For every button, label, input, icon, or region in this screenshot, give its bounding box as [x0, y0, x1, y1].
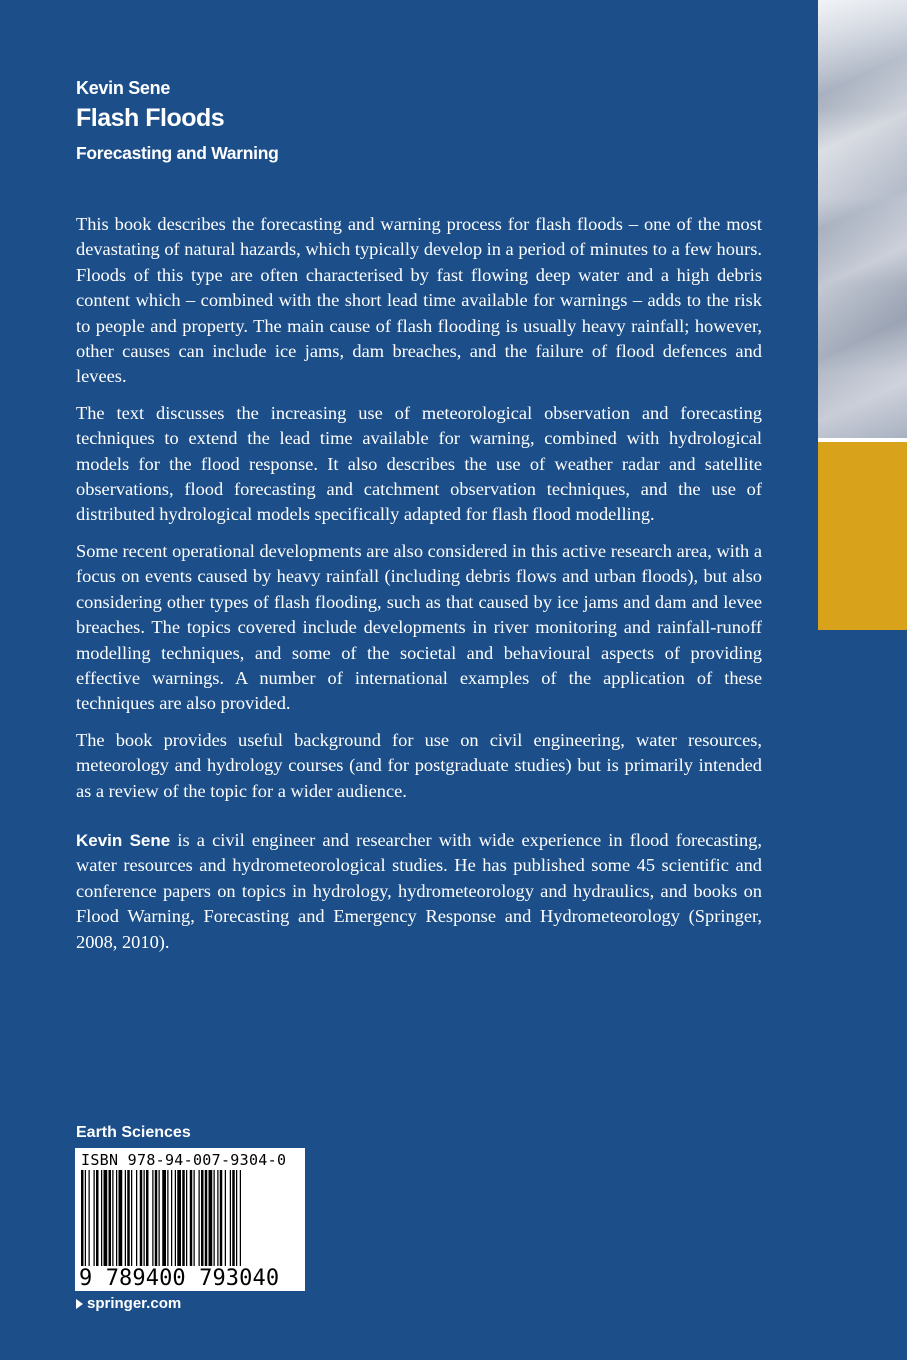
- barcode-bar: [199, 1170, 200, 1266]
- barcode-bar: [209, 1170, 213, 1266]
- barcode-bar: [144, 1170, 145, 1266]
- barcode-bar: [112, 1170, 113, 1266]
- barcode-bar: [171, 1170, 172, 1266]
- barcode-bar: [214, 1170, 215, 1266]
- barcode-bar: [230, 1170, 231, 1266]
- barcode-icon: [81, 1170, 299, 1266]
- barcode-bar: [177, 1170, 181, 1266]
- isbn-label: ISBN 978-94-007-9304-0: [81, 1151, 287, 1169]
- barcode-bar: [159, 1170, 160, 1266]
- barcode-bar: [94, 1170, 95, 1266]
- author-bio: [76, 828, 762, 955]
- isbn-barcode: [75, 1148, 305, 1291]
- bio-text: is a civil engineer and researcher with wide experience in flood forecasting, water resources and hydrometeorological studies. He has published some 45 scientific and conference papers on topics in hydrology, hydrometeorology and hydraulics, and books on Flood Warning, Forecasting and Emergency Response and Hydrometeorology (Springer, 2008, 2010).: [76, 829, 762, 952]
- barcode-bar: [232, 1170, 235, 1266]
- spine-strip: [818, 0, 907, 1360]
- barcode-bar: [96, 1170, 99, 1266]
- barcode-bar: [182, 1170, 185, 1266]
- barcode-bar: [89, 1170, 90, 1266]
- book-title: Flash Floods: [76, 104, 225, 132]
- barcode-bar: [119, 1170, 123, 1266]
- barcode-bar: [194, 1170, 195, 1266]
- barcode-bar: [81, 1170, 84, 1266]
- blurb-paragraph: This book describes the forecasting and warning process for flash floods – one of the most devastating of natural hazards, which typically develop in a period of minutes to a few hours. Floods of this type are often characterised by fast flowing deep water and a high debris content which – combined with the short lead time available for warnings – adds to the risk to people and property. The main cause of flash flooding is usually heavy rainfall; however, other causes can include ice jams, dam breaches, and the failure of flood defences and levees.: [76, 214, 762, 387]
- barcode-bar: [116, 1170, 117, 1266]
- barcode-bar: [101, 1170, 102, 1266]
- barcode-bar: [155, 1170, 158, 1266]
- barcode-bar: [162, 1170, 166, 1266]
- barcode-bar: [140, 1170, 143, 1266]
- barcode-bar: [225, 1170, 226, 1266]
- water-photo-strip: [818, 0, 907, 438]
- barcode-bar: [205, 1170, 208, 1266]
- barcode-bar: [220, 1170, 223, 1266]
- barcode-digits: 9 789400 793040: [79, 1266, 280, 1291]
- subject-category: Earth Sciences: [76, 1124, 191, 1141]
- barcode-bar: [131, 1170, 132, 1266]
- blurb-paragraph: The text discusses the increasing use of meteorological observation and forecasting techniques to extend the lead time available for warning, combined with hydrological models for the flood response. It also describes the use of weather radar and satellite observations, flood forecasting and catchment observation techniques, and the use of distributed hydrological models specifically adapted for flash flood modelling.: [76, 402, 762, 525]
- blurb-paragraph: Some recent operational developments are also considered in this active research area, with a focus on events caused by heavy rainfall (including debris flows and urban floods), but also considering other types of flash flooding, such as that caused by ice jams and dam and levee breaches. The topics covered include developments in river monitoring and rainfall-runoff modelling techniques, and some of the societal and behavioural aspects of providing effective warnings. A number of international examples of the application of these techniques are also provided.: [76, 540, 762, 714]
- blurb-text: [76, 212, 762, 966]
- book-subtitle: Forecasting and Warning: [76, 143, 279, 163]
- barcode-bar: [85, 1170, 86, 1266]
- accent-color-block: [818, 442, 907, 630]
- barcode-bar: [240, 1170, 241, 1266]
- barcode-bar: [136, 1170, 137, 1266]
- blurb-paragraph: The book provides useful background for use on civil engineering, water resources, meteorology and hydrology courses (and for postgraduate studies) but is primarily intended as a review of the topic for a wider audience.: [76, 729, 762, 801]
- barcode-bar: [175, 1170, 176, 1266]
- barcode-bar: [217, 1170, 218, 1266]
- publisher-website[interactable]: [76, 1295, 181, 1312]
- barcode-bar: [109, 1170, 112, 1266]
- barcode-bar: [190, 1170, 193, 1266]
- barcode-bar: [104, 1170, 108, 1266]
- bio-author-name: Kevin Sene: [76, 830, 171, 850]
- barcode-bar: [152, 1170, 153, 1266]
- arrow-right-icon: [76, 1299, 83, 1309]
- barcode-bar: [201, 1170, 204, 1266]
- barcode-bar: [167, 1170, 168, 1266]
- barcode-bar: [236, 1170, 237, 1266]
- barcode-bar: [186, 1170, 187, 1266]
- barcode-bar: [125, 1170, 126, 1266]
- author-name: Kevin Sene: [76, 78, 171, 98]
- barcode-bar: [127, 1170, 130, 1266]
- barcode-bar: [146, 1170, 149, 1266]
- website-link-text[interactable]: springer.com: [87, 1295, 182, 1312]
